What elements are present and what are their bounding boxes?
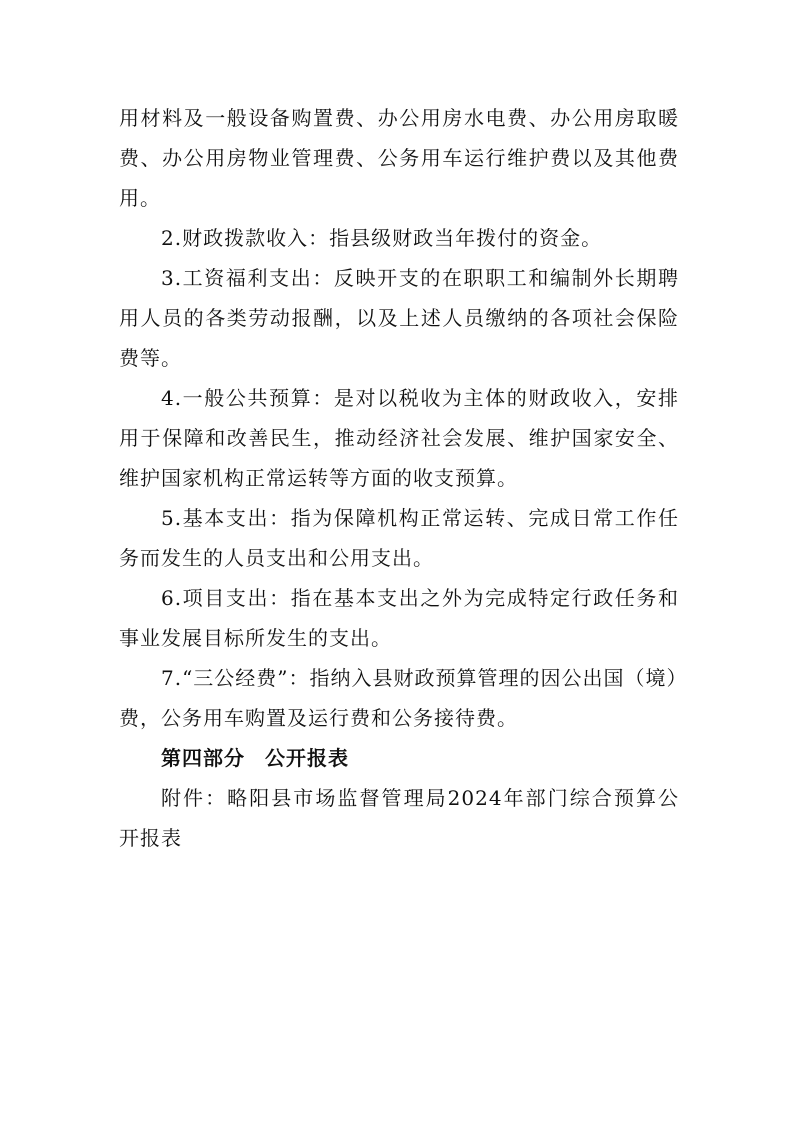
section-number: 第四部分 bbox=[161, 746, 245, 770]
paragraph-line: 用于保障和改善民生，推动经济社会发展、维护国家安全、 bbox=[119, 426, 679, 450]
section-title: 公开报表 bbox=[265, 746, 349, 770]
definition-item-2: 2.财政拨款收入：指县级财政当年拨付的资金。 bbox=[161, 226, 603, 250]
attachment-note: 附件：略阳县市场监督管理局2024年部门综合预算公 bbox=[161, 786, 679, 810]
paragraph-line: 费等。 bbox=[119, 346, 182, 370]
paragraph-line: 费、办公用房物业管理费、公务用车运行维护费以及其他费 bbox=[119, 146, 679, 170]
definition-item-6: 6.项目支出：指在基本支出之外为完成特定行政任务和 bbox=[161, 586, 679, 610]
paragraph-line: 用材料及一般设备购置费、办公用房水电费、办公用房取暖 bbox=[119, 106, 679, 130]
paragraph-line: 用人员的各类劳动报酬，以及上述人员缴纳的各项社会保险 bbox=[119, 306, 679, 330]
paragraph-line: 事业发展目标所发生的支出。 bbox=[119, 626, 392, 650]
paragraph-line: 开报表 bbox=[119, 826, 182, 850]
definition-item-5: 5.基本支出：指为保障机构正常运转、完成日常工作任 bbox=[161, 506, 679, 530]
definition-item-4: 4.一般公共预算：是对以税收为主体的财政收入，安排 bbox=[161, 386, 679, 410]
section-heading bbox=[119, 738, 679, 778]
document-body bbox=[119, 98, 688, 858]
paragraph-line: 用。 bbox=[119, 186, 161, 210]
definition-item-7: 7.“三公经费”：指纳入县财政预算管理的因公出国（境） bbox=[161, 666, 688, 690]
paragraph-line: 费，公务用车购置及运行费和公务接待费。 bbox=[119, 706, 518, 730]
definition-item-3: 3.工资福利支出：反映开支的在职职工和编制外长期聘 bbox=[161, 266, 679, 290]
paragraph-line: 务而发生的人员支出和公用支出。 bbox=[119, 546, 434, 570]
paragraph-line: 维护国家机构正常运转等方面的收支预算。 bbox=[119, 466, 518, 490]
